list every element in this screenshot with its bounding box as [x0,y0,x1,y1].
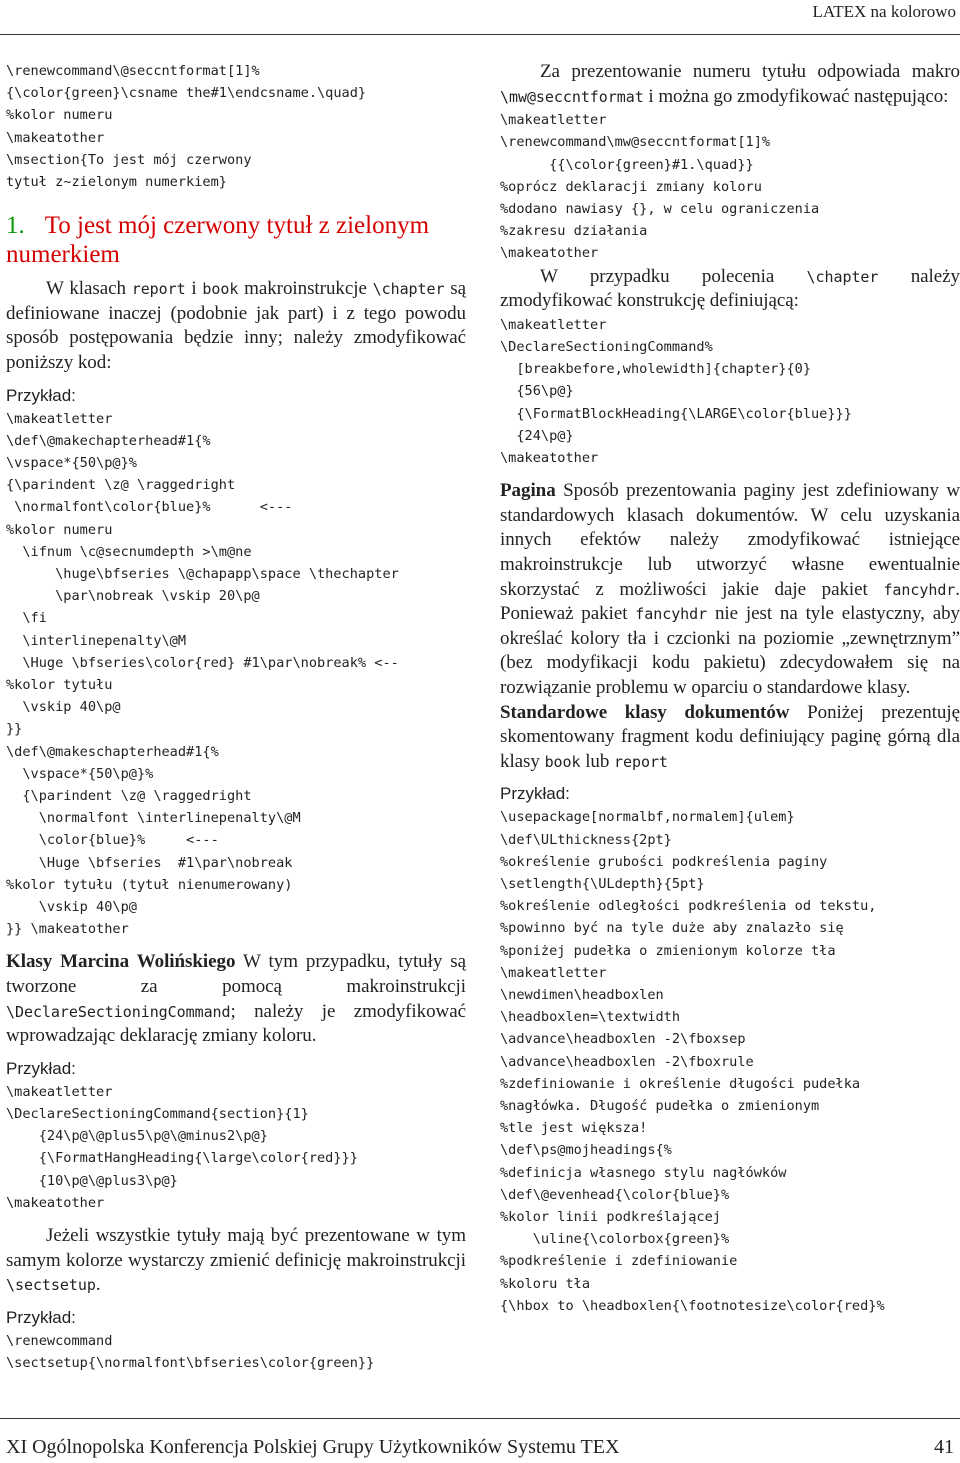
text-run: W klasach [46,278,132,300]
text-run: nie jest na tyle elastyczny, aby określać kolory tła i czcionki na poziomie „zewnętrznym” (bez modyfikacji kodu pakietu) zdecydowałem się na rozwiązanie problemu w oparciu o standardowe klasy. [500,603,960,698]
inline-code: \chapter [372,280,445,299]
text-run: . [95,1274,101,1296]
text-run: Poniżej prezentuję skomentowany fragment kodu definiujący paginę górną dla klasy [500,701,960,772]
inline-code: fancyhdr [635,605,708,624]
code-listing: \renewcommand\@seccntformat[1]% {\color{green}\csname the#1\endcsname.\quad} %kolor numeru \makeatother \msection{To jest mój czerwony tytuł z~zielonym numerkiem} [6,63,367,191]
inline-code: \mw@seccntformat [500,87,644,106]
header-rule [0,34,960,35]
run-in-heading: Pagina [500,480,556,502]
code-listing: \usepackage[normalbf,normalem]{ulem} \def\ULthickness{2pt} %określenie grubości podkreślenia paginy \setlength{\ULdepth}{5pt} %określenie odległości podkreślenia od tekstu, %powinno być na tyle duże aby znalazło się %poniżej pudełka o zmienionym kolorze tła \makeatletter \newdimen\headboxlen \headboxlen=\textwidth \advance\headboxlen -2\fboxsep \advance\headboxlen -2\fboxrule %zdefiniowanie i określenie długości pudełka %nagłówka. Długość pudełka o zmienionym %tle jest większa! \def\ps@mojheadings{% %definicja własnego stylu nagłówków \def\@evenhead{\color{blue}% %kolor linii podkreślającej \uline{\colorbox{green}% %podkreślenie i zdefiniowanie %koloru tła {\hbox to \headboxlen{\footnotesize\color{red}% [500,809,885,1314]
inline-code: report [131,280,186,299]
run-in-heading: Standardowe klasy dokumentów [500,701,790,723]
paragraph [6,277,466,375]
text-run: Jeżeli wszystkie tytuły mają być prezentowane w tym samym kolorze wystarczy zmienić definicję makroinstrukcji [6,1225,466,1271]
section-number: 1. [6,212,25,240]
section-title: To jest mój czerwony tytuł z zielonym numerkiem [6,212,430,269]
inline-code: fancyhdr [883,580,956,599]
text-run: lub [580,750,615,772]
text-run: Za prezentowanie numeru tytułu odpowiada makro [540,61,960,82]
code-listing: \renewcommand \sectsetup{\normalfont\bfseries\color{green}} [6,1332,375,1372]
paragraph [500,701,960,775]
text-run: ) i z tego powodu sposób postępowania będzie inny; należy zmodyfikować poniższy kod: [6,302,466,373]
footer-rule [0,1418,960,1419]
inline-code: \chapter [806,267,879,286]
inline-code: book [544,752,581,771]
example-label: Przykład: [6,1307,76,1327]
code-listing: \makeatletter \DeclareSectioningCommand% [breakbefore,wholewidth]{chapter}{0} {56\p@} {\FormatBlockHeading{\LARGE\color{blue}}} {24\p@} \makeatother [500,316,852,467]
page-number: 41 [934,1436,954,1458]
text-run: W tym przypadku, tytuły są tworzone za pomocą makroinstrukcji [6,951,466,998]
paragraph [6,950,466,1048]
text-run: Sposób prezentowania paginy jest zdefiniowany w standardowych klasach dokumentów. W celu uzyskania innych efektów należy zmodyfikować istniejące makroinstrukcje lub utworzyć własne ewentualnie skorzystać z możliwości jakie daje pakiet [500,480,960,600]
section-heading [6,211,466,269]
code-listing: \makeatletter \def\@makechapterhead#1{% \vspace*{50\p@}% {\parindent \z@ \raggedright \normalfont\color{blue}% <--- %kolor numeru \ifnum \c@secnumdepth >\m@ne \huge\bfseries \@chapapp\space \thechapter \par\nobreak \vskip 20\p@ \fi \interlinepenalty\@M \Huge \bfseries\color{red} #1\par\nobreak% <-- %kolor tytułu \vskip 40\p@ }} \def\@makeschapterhead#1{% \vspace*{50\p@}% {\parindent \z@ \raggedright \normalfont \interlinepenalty\@M \color{blue}% <--- \Huge \bfseries #1\par\nobreak %kolor tytułu (tytuł nienumerowany) \vskip 40\p@ }} \makeatother [6,410,399,938]
text-run: W przypadku polecenia [540,265,807,287]
paragraph [500,265,960,314]
inline-code: \DeclareSectioningCommand [6,1002,231,1021]
paragraph [500,60,960,109]
example-label: Przykład: [500,784,570,804]
text-run: part [287,302,318,324]
example-label: Przykład: [6,1058,76,1078]
text-run: są definiowane inaczej (podobnie jak [6,278,466,324]
code-listing: \makeatletter \renewcommand\mw@seccntformat[1]% {{\color{green}#1.\quad}} %oprócz deklaracji zmiany koloru %dodano nawiasy {}, w celu ograniczenia %zakresu działania \makeatother [500,112,820,262]
paragraph [6,1224,466,1298]
example-label: Przykład: [6,385,76,405]
running-header: LATEX na kolorowo [812,2,956,21]
text-run: należy zmodyfikować konstrukcję definiującą: [500,265,960,312]
right-column [500,60,960,1317]
inline-code: \sectsetup [6,1276,96,1295]
text-run: i można go zmodyfikować następująco: [643,85,949,107]
run-in-heading: Klasy Marcina Wolińskiego [6,951,236,973]
inline-code: book [202,280,239,299]
code-listing: \makeatletter \DeclareSectioningCommand{section}{1} {24\p@\@plus5\p@\@minus2\p@} {\FormatHangHeading{\large\color{red}}} {10\p@\@plus3\p@} \makeatother [6,1083,358,1211]
footer-conference: XI Ogólnopolska Konferencja Polskiej Grupy Użytkowników Systemu TEX [6,1436,620,1458]
left-column [6,60,466,1374]
text-run: makroinstrukcje [238,278,373,300]
paragraph [500,479,960,700]
inline-code: report [614,752,668,771]
text-run: ; należy je zmodyfikować wprowadzając deklarację zmiany koloru. [6,1000,466,1047]
text-run: . Ponieważ pakiet [500,578,960,625]
text-run: i [185,278,203,300]
